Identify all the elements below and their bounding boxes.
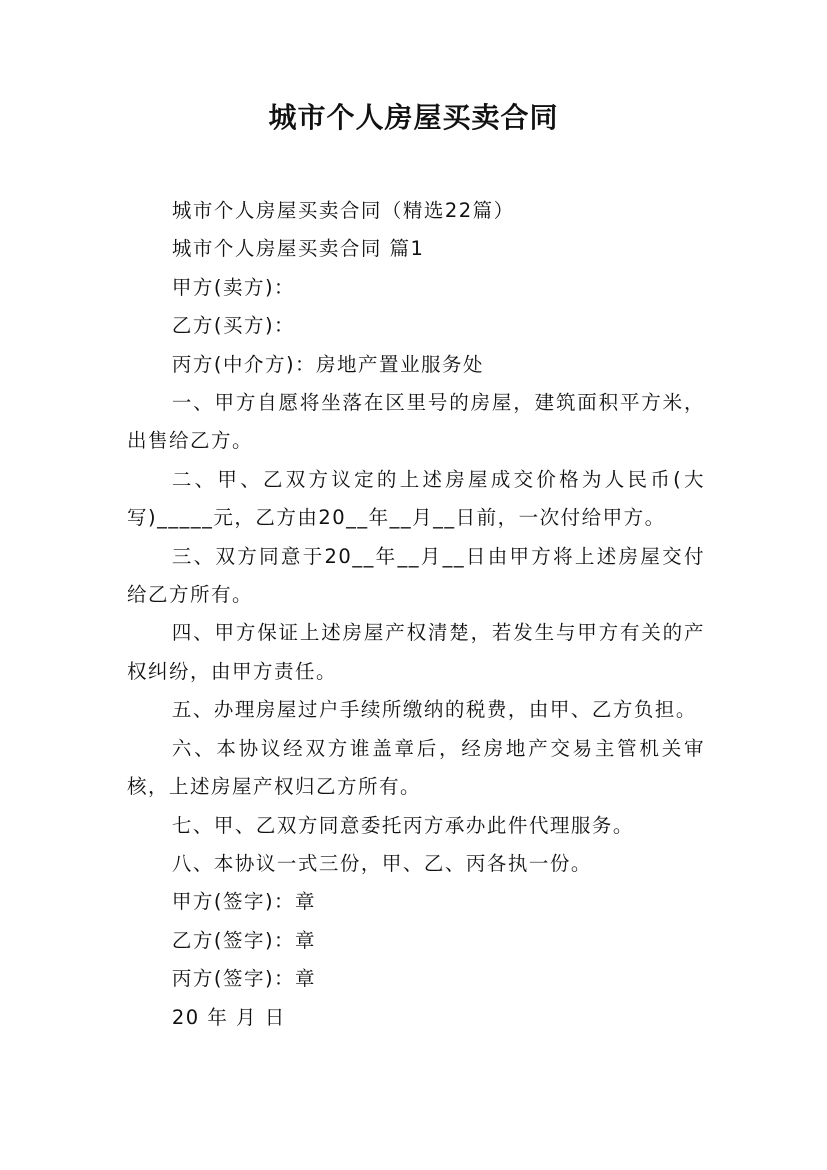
paragraph-party-a: 甲方(卖方)： <box>171 275 296 299</box>
paragraph-clause-7: 七、甲、乙双方同意委托丙方承办此件代理服务。 <box>171 813 634 837</box>
paragraph-clause-6: 六、本协议经双方谁盖章后，经房地产交易主管机关审核，上述房屋产权归乙方所有。 <box>127 736 705 799</box>
paragraph-clause-5: 五、办理房屋过户手续所缴纳的税费，由甲、乙方负担。 <box>171 698 697 722</box>
paragraph-clause-3: 三、双方同意于20__年__月__日由甲方将上述房屋交付给乙方所有。 <box>127 544 705 607</box>
signature-line-party-a: 甲方(签字)：章 <box>171 890 317 914</box>
date-line: 20 年 月 日 <box>171 1005 286 1029</box>
paragraph-party-c: 丙方(中介方)：房地产置业服务处 <box>171 352 485 376</box>
paragraph-section-heading: 城市个人房屋买卖合同 篇1 <box>171 237 425 261</box>
signature-line-party-b: 乙方(签字)：章 <box>171 928 317 952</box>
paragraph-party-b: 乙方(买方)： <box>171 314 296 338</box>
paragraph-clause-4: 四、甲方保证上述房屋产权清楚，若发生与甲方有关的产权纠纷，由甲方责任。 <box>127 621 705 683</box>
paragraph-subtitle: 城市个人房屋买卖合同（精选22篇） <box>171 199 515 222</box>
document-title: 城市个人房屋买卖合同 <box>268 101 559 134</box>
paragraph-clause-1: 一、甲方自愿将坐落在区里号的房屋，建筑面积平方米，出售给乙方。 <box>127 391 705 453</box>
paragraph-clause-8: 八、本协议一式三份，甲、乙、丙各执一份。 <box>171 851 592 875</box>
document-body <box>127 192 705 1037</box>
paragraph-clause-2: 二、甲、乙双方议定的上述房屋成交价格为人民币(大写)_____元，乙方由20__年__月__日前，一次付给甲方。 <box>127 467 705 530</box>
signature-line-party-c: 丙方(签字)：章 <box>171 967 317 991</box>
